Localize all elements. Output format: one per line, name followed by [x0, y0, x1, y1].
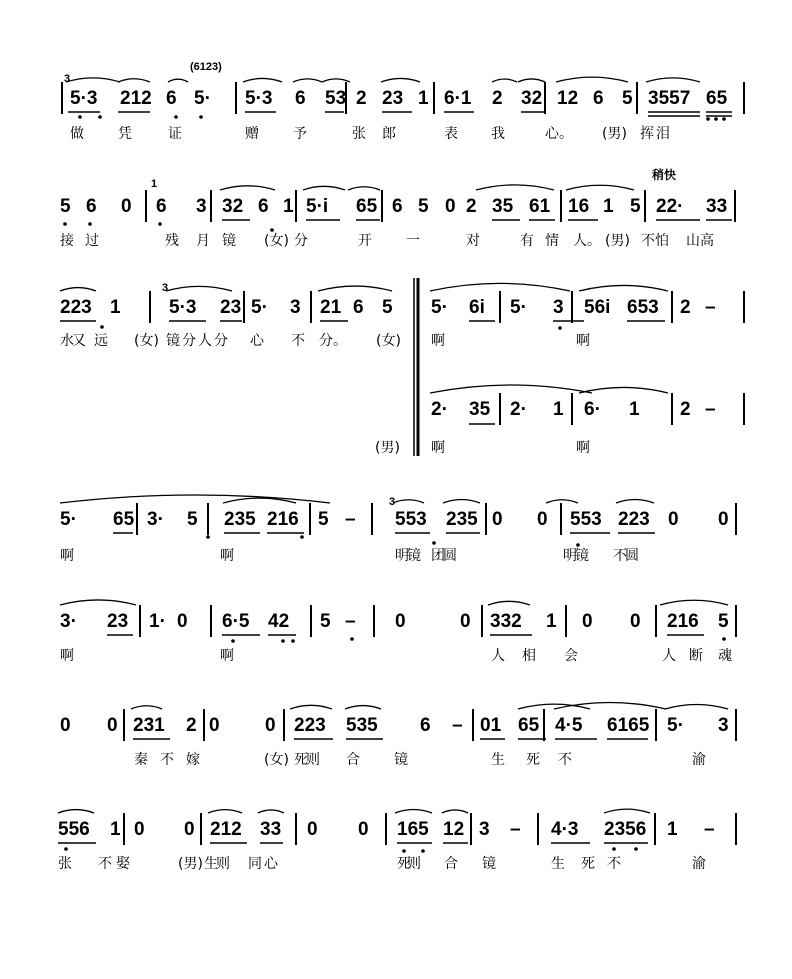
lyric: 我	[491, 126, 505, 142]
octave-dot	[78, 115, 82, 119]
slur	[318, 286, 392, 291]
triplet-mark: 3	[389, 496, 396, 508]
lyric: 生	[491, 752, 505, 768]
note: –	[345, 611, 356, 632]
note: 6	[156, 196, 167, 217]
octave-dot	[158, 222, 162, 226]
octave-dot	[402, 849, 406, 853]
slur	[131, 706, 162, 709]
slur	[646, 78, 700, 82]
lyric: (男)	[605, 233, 630, 249]
note: 212	[120, 88, 152, 109]
lyric: 人。	[573, 233, 601, 249]
lyric: 不	[558, 752, 572, 768]
note: 5	[318, 509, 329, 530]
octave-dot	[634, 847, 638, 851]
lyric: 又	[72, 333, 86, 349]
note: 1	[283, 196, 294, 217]
octave-dot	[281, 639, 285, 643]
slur	[579, 285, 668, 291]
lyric: 秦	[134, 752, 148, 768]
note: 65	[518, 715, 540, 736]
note: 6	[86, 196, 97, 217]
slur	[208, 810, 242, 813]
lyric: 一	[406, 233, 420, 249]
lyric: 啊	[220, 648, 234, 664]
lyric: 怕	[655, 233, 669, 249]
octave-dot	[206, 535, 210, 539]
octave-dot	[64, 847, 68, 851]
slur	[290, 705, 332, 709]
slur	[220, 186, 275, 190]
lyric: 团	[431, 548, 445, 564]
note: 556	[58, 819, 90, 840]
lyric: 生	[551, 856, 565, 872]
lyric: 分	[294, 233, 308, 249]
note: 2	[186, 715, 197, 736]
lyric: 山	[686, 233, 700, 249]
lyric: 人	[662, 648, 676, 664]
note: 5·3	[169, 297, 197, 318]
lyric: (女)	[134, 333, 159, 349]
note: 5·	[60, 509, 77, 530]
note: 0	[121, 196, 132, 217]
note: 23	[382, 88, 404, 109]
note: 0	[209, 715, 220, 736]
note: 6	[353, 297, 364, 318]
note: 32	[222, 196, 244, 217]
lyric: 合	[346, 752, 360, 768]
lyric: 残	[165, 233, 179, 249]
slur	[303, 186, 345, 190]
note: 12	[443, 819, 465, 840]
lyric: 张	[58, 856, 72, 872]
lyric: 同	[248, 856, 262, 872]
lyric: 生	[204, 856, 218, 872]
note: 5	[382, 297, 393, 318]
note: 5·i	[306, 196, 329, 217]
slur	[66, 78, 120, 82]
note: 1	[418, 88, 429, 109]
slur	[258, 810, 284, 813]
note: 6	[593, 88, 604, 109]
lyric: 镜	[166, 333, 180, 349]
note: 5·3	[70, 88, 98, 109]
lyric: 不	[98, 856, 112, 872]
note: 3	[553, 297, 564, 318]
slur	[243, 78, 282, 82]
note: 5·	[510, 297, 527, 318]
note: 0	[60, 715, 71, 736]
note: 553	[570, 509, 602, 530]
note: 3·	[147, 509, 164, 530]
note: 3	[196, 196, 207, 217]
note: 0	[537, 509, 548, 530]
note: 2·	[431, 399, 448, 420]
note: 61	[529, 196, 551, 217]
note: 35	[492, 196, 514, 217]
note: 0	[668, 509, 679, 530]
note: 5·3	[245, 88, 273, 109]
slur	[660, 600, 728, 605]
octave-dot	[612, 847, 616, 851]
lyric: 镜	[394, 752, 408, 768]
lyric: 相	[522, 648, 536, 664]
note: 1	[546, 611, 557, 632]
note: 6	[295, 88, 306, 109]
note: 653	[627, 297, 659, 318]
lyric: 镜	[575, 548, 589, 564]
octave-dot	[421, 849, 425, 853]
note: –	[452, 715, 463, 736]
note: 0	[177, 611, 188, 632]
slur	[118, 79, 150, 82]
note: 5·	[667, 715, 684, 736]
note: 2	[466, 196, 477, 217]
lyric: 断	[689, 648, 703, 664]
note: 5·	[194, 88, 211, 109]
slur	[442, 810, 468, 813]
note: 2	[680, 297, 691, 318]
octave-dot	[88, 222, 92, 226]
note: 216	[667, 611, 699, 632]
lyric: 渝	[692, 752, 706, 768]
note: 32	[521, 88, 543, 109]
slur	[430, 283, 570, 291]
lyric: (女)	[376, 333, 401, 349]
note: 1	[603, 196, 614, 217]
slur	[395, 810, 432, 813]
note: 42	[268, 611, 290, 632]
slur	[492, 79, 517, 82]
octave-dot	[174, 115, 178, 119]
lyric: 情	[545, 233, 559, 249]
note: 5	[622, 88, 633, 109]
grace-note-mark: 1	[151, 178, 158, 190]
note: –	[345, 509, 356, 530]
triplet-mark: 3	[64, 73, 71, 85]
note: 223	[294, 715, 326, 736]
lyric: 镜	[482, 856, 496, 872]
lyric: 人	[491, 648, 505, 664]
lyric: 明	[563, 548, 577, 564]
note: 0	[307, 819, 318, 840]
note: 6165	[607, 715, 650, 736]
note: 23	[107, 611, 129, 632]
note: –	[704, 819, 715, 840]
note: 0	[460, 611, 471, 632]
lyric: (女)	[264, 752, 289, 768]
lyric: 死	[526, 752, 540, 768]
note: 6·5	[222, 611, 250, 632]
note: 2	[356, 88, 367, 109]
octave-dot	[706, 117, 710, 121]
lyric: 水	[60, 333, 74, 349]
note: 0	[395, 611, 406, 632]
lyric: 不	[160, 752, 174, 768]
lyric: 镜	[222, 233, 236, 249]
lyric: 圆	[443, 548, 457, 564]
octave-dot	[270, 228, 274, 232]
slur	[60, 288, 96, 291]
lyric: 分。	[319, 333, 347, 349]
slur	[556, 77, 628, 82]
lyric: 远	[94, 333, 108, 349]
lyric: 死	[397, 856, 411, 872]
lyric: 表	[444, 126, 458, 142]
note: 65	[113, 509, 135, 530]
triplet-mark: 3	[162, 282, 169, 294]
octave-dot	[350, 637, 354, 641]
slur	[604, 809, 650, 813]
lyric: 不	[613, 548, 627, 564]
octave-dot	[291, 639, 295, 643]
note: 5	[418, 196, 429, 217]
note: 0	[134, 819, 145, 840]
note: 0	[358, 819, 369, 840]
note: 235	[224, 509, 256, 530]
note: 5	[718, 611, 729, 632]
lyric: 死	[581, 856, 595, 872]
note: 216	[267, 509, 299, 530]
note: 1·	[149, 611, 166, 632]
note: 165	[397, 819, 429, 840]
note: 3	[290, 297, 301, 318]
octave-dot	[63, 222, 67, 226]
note: 22·	[656, 196, 684, 217]
note: 0	[718, 509, 729, 530]
slur	[381, 78, 420, 82]
lyric: 接	[60, 233, 74, 249]
lyric: 高	[700, 233, 714, 249]
note: 2	[680, 399, 691, 420]
lyric: 合	[444, 856, 458, 872]
octave-dot	[722, 117, 726, 121]
slur	[166, 286, 232, 291]
octave-dot	[722, 637, 726, 641]
note: 5	[320, 611, 331, 632]
slur	[58, 810, 94, 813]
octave-dot	[714, 117, 718, 121]
note: 0	[630, 611, 641, 632]
lyric: 月	[196, 233, 210, 249]
slur	[554, 703, 666, 709]
note: 5	[630, 196, 641, 217]
lyric: (男)	[178, 856, 203, 872]
note: –	[510, 819, 521, 840]
lyric: 赠	[245, 126, 259, 142]
note: 2356	[604, 819, 647, 840]
slur	[665, 704, 728, 709]
note: –	[705, 399, 716, 420]
note: 6	[420, 715, 431, 736]
octave-dot	[558, 326, 562, 330]
slur	[616, 499, 654, 503]
lyric: 魂	[718, 648, 732, 664]
note: 6·	[584, 399, 601, 420]
octave-dot	[432, 541, 436, 545]
note: 535	[346, 715, 378, 736]
lyric: 不	[641, 233, 655, 249]
note: 16	[568, 196, 590, 217]
lyric: 嫁	[186, 752, 200, 768]
note: 1	[110, 819, 121, 840]
slur	[348, 187, 380, 190]
octave-dot	[300, 535, 304, 539]
slur	[579, 387, 668, 393]
note: –	[705, 297, 716, 318]
lyric: 心	[250, 333, 264, 349]
note: 0	[492, 509, 503, 530]
lyric: 证	[168, 126, 182, 142]
note: 0	[265, 715, 276, 736]
tempo-mark: 稍快	[652, 168, 677, 182]
lyric: 啊	[220, 548, 234, 564]
note: 6	[258, 196, 269, 217]
note: 223	[60, 297, 92, 318]
slur	[566, 185, 634, 190]
note: 2	[492, 88, 503, 109]
slur	[322, 79, 350, 82]
note: 65	[356, 196, 378, 217]
note: 6	[166, 88, 177, 109]
note: 0	[184, 819, 195, 840]
note: 1	[553, 399, 564, 420]
note: 33	[260, 819, 282, 840]
lyric: 分	[182, 333, 196, 349]
lyric: 挥	[640, 126, 654, 142]
lyric: 圆	[625, 548, 639, 564]
octave-dots	[63, 115, 726, 853]
lyric: (男)	[602, 126, 627, 142]
lyric: 啊	[431, 440, 445, 456]
note: 0	[107, 715, 118, 736]
lyric: 啊	[60, 548, 74, 564]
note: 5	[187, 509, 198, 530]
note: 6	[392, 196, 403, 217]
lyric: 则	[216, 856, 230, 872]
note: 3·	[60, 611, 77, 632]
octave-dot	[576, 543, 580, 547]
note: 1	[667, 819, 678, 840]
note: 3557	[648, 88, 691, 109]
note: 553	[395, 509, 427, 530]
slur	[488, 601, 530, 605]
lyric: (男)	[375, 440, 400, 456]
note: 33	[706, 196, 728, 217]
lyric: 会	[564, 648, 578, 664]
note: 2·	[510, 399, 527, 420]
note: 6i	[469, 297, 485, 318]
lyric: 开	[358, 233, 372, 249]
note: 0	[445, 196, 456, 217]
lyric: 渝	[692, 856, 706, 872]
lyric: 明	[395, 548, 409, 564]
lyric: 不	[607, 856, 621, 872]
slur	[518, 79, 545, 82]
note: 53	[325, 88, 347, 109]
note: 56i	[584, 297, 611, 318]
slur	[345, 706, 381, 709]
note: 0	[582, 611, 593, 632]
slur	[430, 385, 592, 393]
note: 6·1	[444, 88, 472, 109]
octave-dot	[98, 115, 102, 119]
lyric: 心	[264, 856, 278, 872]
slur	[168, 79, 188, 82]
note: 01	[480, 715, 502, 736]
lyric: 啊	[60, 648, 74, 664]
lyric: 则	[306, 752, 320, 768]
slur	[476, 185, 554, 190]
note: 23	[220, 297, 242, 318]
lyric: 做	[70, 126, 84, 142]
lyric: 郎	[382, 126, 396, 142]
octave-dot	[231, 639, 235, 643]
grace-note-mark: (6123)	[190, 61, 222, 73]
slur	[546, 500, 578, 503]
note: 3	[479, 819, 490, 840]
lyric: 人	[198, 333, 212, 349]
lyric: 娶	[116, 856, 130, 872]
lyric: 分	[214, 333, 228, 349]
lyric: (女)	[264, 233, 289, 249]
note: 5·	[251, 297, 268, 318]
note: 1	[629, 399, 640, 420]
lyric: 镜	[407, 548, 421, 564]
note: 223	[618, 509, 650, 530]
lyric: 啊	[576, 440, 590, 456]
slur	[393, 500, 424, 503]
note: 332	[490, 611, 522, 632]
lyric: 不	[291, 333, 305, 349]
note: 35	[469, 399, 491, 420]
note: 4·3	[551, 819, 579, 840]
lyric: 凭	[118, 126, 132, 142]
octave-dot	[100, 325, 104, 329]
note: 21	[320, 297, 342, 318]
lyric: 予	[293, 126, 307, 142]
lyric: 有	[520, 233, 534, 249]
lyric: 心。	[545, 126, 573, 142]
note: 65	[706, 88, 728, 109]
lyric: 则	[407, 856, 421, 872]
note: 3	[718, 715, 729, 736]
note: 12	[557, 88, 579, 109]
lyric: 啊	[431, 333, 445, 349]
lyric: 啊	[576, 333, 590, 349]
lyric: 对	[466, 233, 480, 249]
lyric: 泪	[656, 126, 670, 142]
lyric: 过	[85, 233, 99, 249]
note: 1	[110, 297, 121, 318]
note: 4·5	[555, 715, 583, 736]
note: 235	[446, 509, 478, 530]
note: 5·	[431, 297, 448, 318]
lyric: 死	[294, 752, 308, 768]
note: 231	[133, 715, 165, 736]
slur	[293, 79, 322, 82]
note: 212	[210, 819, 242, 840]
octave-dot	[199, 115, 203, 119]
note: 5	[60, 196, 71, 217]
lyric: 张	[352, 126, 366, 142]
slur	[443, 500, 480, 503]
slur	[60, 600, 136, 605]
